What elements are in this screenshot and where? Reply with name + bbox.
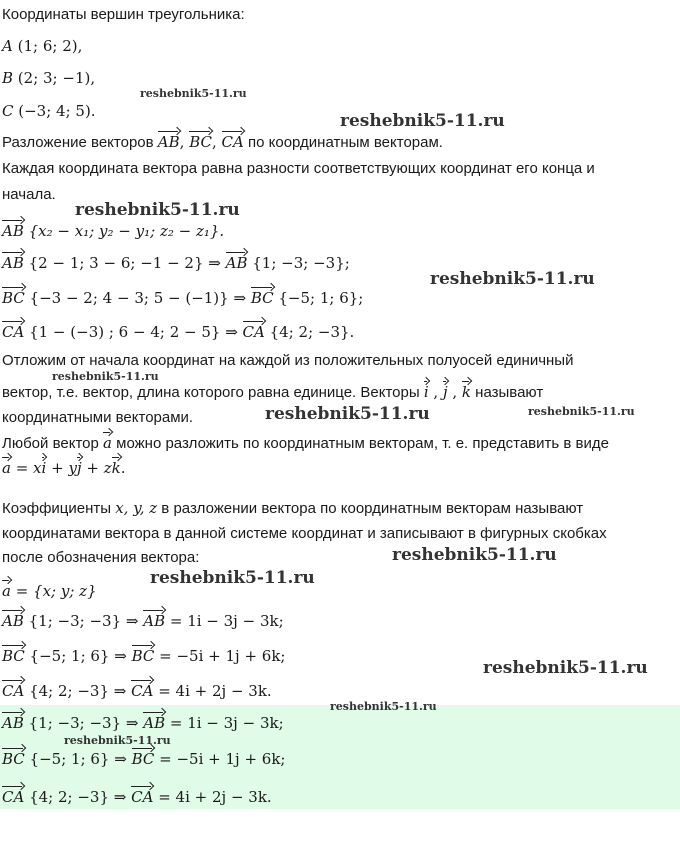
vector-symbol: CA: [131, 682, 154, 700]
math-expression: ,: [179, 133, 190, 151]
text: можно разложить по координатным векторам, т. е. представить в виде: [111, 435, 609, 452]
vector-symbol: CA: [242, 323, 265, 341]
text: Любой вектор: [2, 435, 104, 452]
text-line: [2, 68, 95, 89]
watermark: reshebnik5-11.ru: [528, 405, 635, 418]
text-line: [2, 713, 284, 734]
text-line: [2, 253, 350, 274]
math-expression: (2; 3; −1),: [13, 69, 96, 87]
vector-symbol: a: [103, 434, 112, 452]
text-line: [2, 221, 224, 242]
vector-symbol: k: [111, 459, 121, 477]
text: Координаты вершин треугольника:: [2, 6, 245, 23]
watermark: reshebnik5-11.ru: [340, 111, 505, 131]
math-expression: {2 − 1; 3 − 6; −1 − 2} ⇒: [23, 254, 226, 272]
watermark: reshebnik5-11.ru: [483, 658, 648, 678]
math-expression: {4; 2; −3} ⇒: [24, 682, 132, 700]
vector-symbol: j: [76, 459, 82, 477]
text-line: [2, 646, 285, 667]
text-line: [2, 681, 272, 702]
vector-symbol: CA: [2, 323, 25, 341]
math-expression: {4; 2; −3} ⇒: [24, 788, 132, 806]
math-expression: A: [2, 37, 13, 55]
text-line: [2, 288, 363, 309]
math-expression: {1; −3; −3} ⇒: [23, 714, 144, 732]
math-expression: {−5; 1; 6};: [273, 289, 364, 307]
vector-symbol: CA: [131, 788, 154, 806]
math-expression: C: [2, 102, 14, 120]
math-expression: = 4i + 2j − 3k.: [153, 682, 272, 700]
text-line: [2, 458, 125, 479]
math-expression: = x: [10, 459, 42, 477]
text-line: [2, 749, 285, 770]
watermark: reshebnik5-11.ru: [330, 700, 437, 713]
math-expression: = −5i + 1j + 6k;: [154, 750, 286, 768]
text: по координатным векторам.: [243, 134, 443, 151]
watermark: reshebnik5-11.ru: [140, 87, 247, 100]
text-line: [2, 611, 284, 632]
vector-symbol: AB: [2, 222, 24, 240]
vector-symbol: k: [461, 383, 471, 401]
math-expression: ,: [447, 383, 462, 401]
text: после обозначения вектора:: [2, 549, 200, 566]
math-expression: = 1i − 3j − 3k;: [165, 612, 284, 630]
vector-symbol: a: [2, 582, 11, 600]
text-line: [2, 36, 82, 57]
text-line: [2, 101, 96, 122]
vector-symbol: BC: [250, 289, 274, 307]
vector-symbol: a: [2, 459, 11, 477]
text: Отложим от начала координат на каждой из положительных полуосей единичный: [2, 352, 574, 369]
math-expression: (1; 6; 2),: [12, 37, 83, 55]
text-line: [2, 132, 443, 153]
text: координатами вектора в данной системе координат и записывают в фигурных скобках: [2, 525, 607, 542]
text-line: [2, 322, 354, 343]
math-expression: + y: [46, 459, 77, 477]
math-expression: .: [120, 459, 126, 477]
text-line: [2, 433, 609, 454]
watermark: reshebnik5-11.ru: [265, 404, 430, 424]
vector-symbol: i: [423, 383, 429, 401]
math-expression: {1; −3; −3} ⇒: [23, 612, 144, 630]
vector-symbol: AB: [143, 612, 166, 630]
vector-symbol: BC: [2, 289, 25, 307]
math-expression: B: [2, 69, 14, 87]
watermark: reshebnik5-11.ru: [64, 734, 171, 747]
vector-symbol: AB: [225, 254, 248, 272]
vector-symbol: BC: [2, 750, 25, 768]
text: Каждая координата вектора равна разности соответствующих координат его конца и: [2, 160, 595, 177]
text: Коэффициенты: [2, 500, 116, 517]
math-expression: = 4i + 2j − 3k.: [153, 788, 272, 806]
vector-symbol: AB: [2, 254, 24, 272]
math-expression: {4; 2; −3}.: [264, 323, 355, 341]
watermark: reshebnik5-11.ru: [150, 568, 315, 588]
vector-symbol: BC: [2, 647, 25, 665]
vector-symbol: AB: [2, 612, 24, 630]
text-line: [2, 159, 595, 179]
vector-symbol: AB: [143, 714, 166, 732]
text-line: [2, 498, 583, 519]
math-expression: {1 − (−3) ; 6 − 4; 2 − 5} ⇒: [24, 323, 243, 341]
text-line: [2, 524, 607, 544]
text: вектор, т.е. вектор, длина которого равна единице. Векторы: [2, 384, 424, 401]
text: координатными векторами.: [2, 409, 194, 426]
vector-symbol: j: [442, 383, 448, 401]
vector-symbol: CA: [2, 682, 25, 700]
text-line: [2, 185, 56, 205]
text-line: [2, 548, 199, 568]
math-expression: x, y, z: [115, 499, 158, 517]
text-line: [2, 382, 543, 403]
vector-symbol: CA: [2, 788, 25, 806]
math-expression: {−5; 1; 6} ⇒: [24, 647, 132, 665]
vector-symbol: AB: [2, 714, 24, 732]
math-expression: = 1i − 3j − 3k;: [165, 714, 284, 732]
watermark: reshebnik5-11.ru: [52, 370, 159, 383]
vector-symbol: i: [41, 459, 47, 477]
vector-symbol: BC: [189, 133, 212, 151]
vector-symbol: CA: [221, 133, 244, 151]
math-expression: = −5i + 1j + 6k;: [154, 647, 286, 665]
math-expression: (−3; 4; 5).: [13, 102, 96, 120]
vector-symbol: AB: [157, 133, 180, 151]
math-expression: {−3 − 2; 4 − 3; 5 − (−1)} ⇒: [24, 289, 251, 307]
vector-symbol: BC: [131, 750, 155, 768]
math-expression: + z: [81, 459, 112, 477]
text: начала.: [2, 186, 56, 203]
text-line: [2, 351, 573, 371]
watermark: reshebnik5-11.ru: [75, 200, 240, 220]
math-expression: = {x; y; z}: [10, 582, 97, 600]
math-expression: {−5; 1; 6} ⇒: [24, 750, 132, 768]
watermark: reshebnik5-11.ru: [430, 269, 595, 289]
text-line: [2, 581, 97, 602]
text-line: [2, 787, 272, 808]
text: называют: [471, 384, 544, 401]
text-line: [2, 408, 193, 428]
math-expression: {x₂ − x₁; y₂ − y₁; z₂ − z₁}.: [23, 222, 225, 240]
text: в разложении вектора по координатным векторам называют: [157, 500, 584, 517]
text-line: [2, 5, 245, 25]
vector-symbol: BC: [131, 647, 155, 665]
math-expression: ,: [428, 383, 443, 401]
math-expression: ,: [211, 133, 222, 151]
math-expression: {1; −3; −3};: [247, 254, 350, 272]
text: Разложение векторов: [2, 134, 158, 151]
watermark: reshebnik5-11.ru: [392, 545, 557, 565]
